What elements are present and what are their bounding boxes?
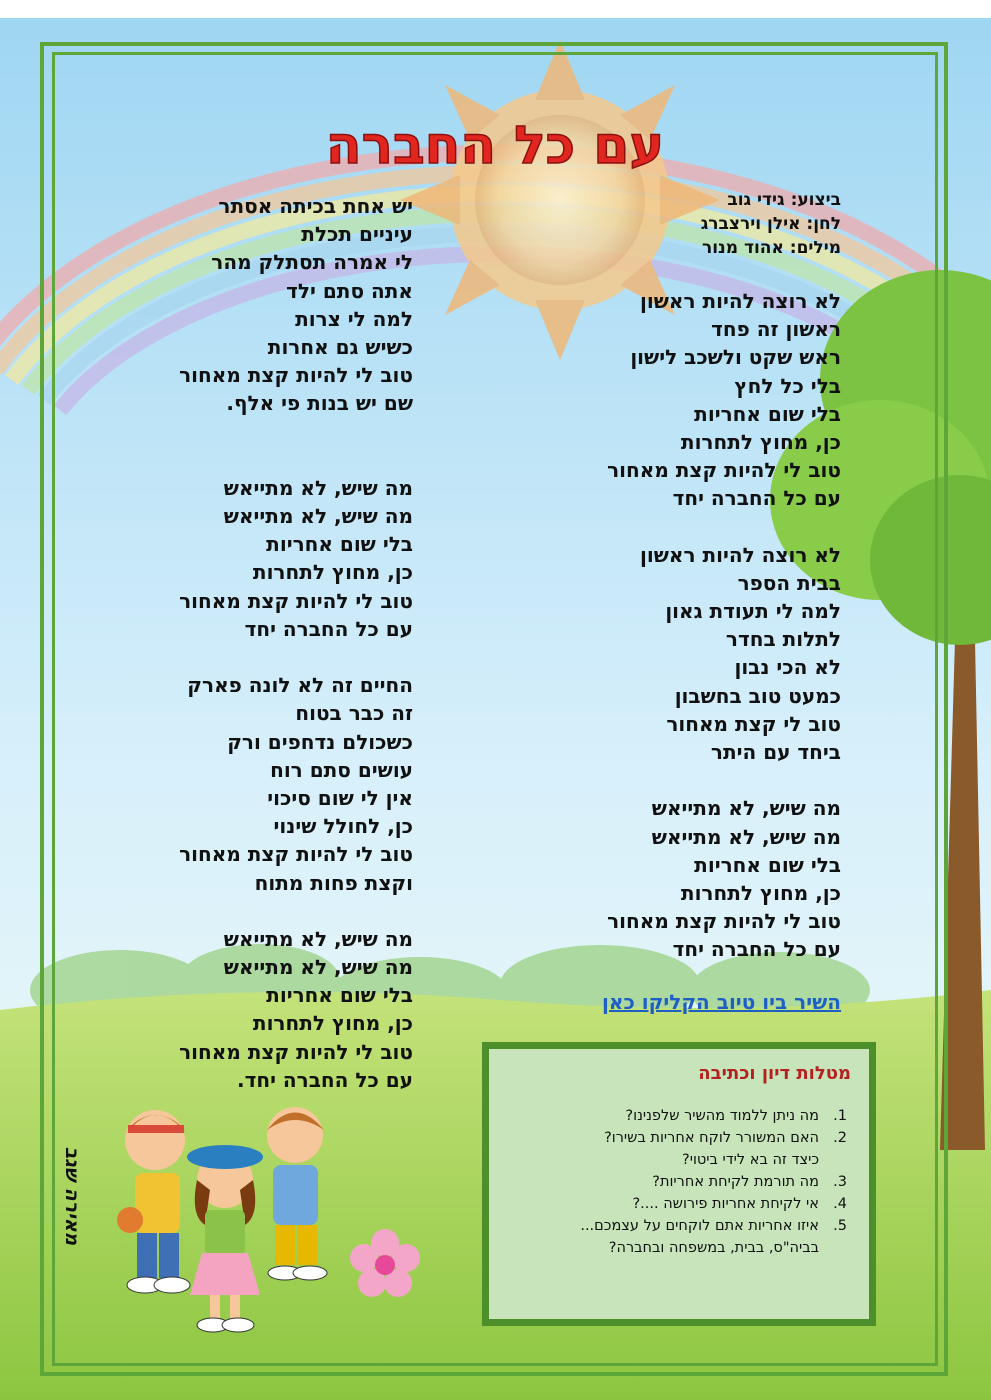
question-item-continuation: בביה"ס, בבית, במשפחה ובחברה? [608,1240,819,1256]
lyric-line: בלי כל לחץ [734,373,841,398]
lyric-line: בלי שום אחריות [266,983,413,1008]
lyric-line: טוב לי להיות קצת מאחור [179,588,413,613]
lyric-line: טוב לי להיות קצת מאחור [607,909,841,934]
lyric-line: למה לי תעודת גאון [665,599,841,624]
stanza-gap [521,513,841,541]
discussion-tasks-box [482,1042,876,1326]
question-number: 2. [833,1130,847,1146]
lyric-line: לתלות בחדר [725,627,841,652]
question-item [507,1171,847,1193]
question-item [507,1193,847,1215]
lyric-line: טוב לי להיות קצת מאחור [179,1039,413,1064]
children-illustration [110,1095,340,1340]
lyric-line: טוב לי להיות קצת מאחור [607,458,841,483]
title-text: עם כל החברה [325,116,665,176]
lyric-line: יש אחת בכיתה אסתר [218,194,413,218]
credit-lyricist: מילים: אהוד מנור [701,238,841,258]
lyric-line: החיים זה לא לונה פארק [187,673,413,698]
song-credits [541,188,841,260]
question-item-continuation: כיצד זה בא לידי ביטוי? [682,1152,819,1168]
lyric-line: כן, מחוץ לתחרות [252,560,413,585]
lyric-line: טוב לי להיות קצת מאחור [179,842,413,867]
stanza-gap [113,446,413,474]
credit-performer: ביצוע: גידי גוב [727,190,841,210]
lyric-line: שם יש בנות פי אלף. [226,391,413,416]
lyrics-right-column [521,287,841,964]
lyric-line: עיניים תכלת [301,222,413,247]
question-number: 1. [833,1108,847,1124]
lyric-line: מה שיש, לא מתייאש [223,504,413,529]
question-text: איזו אחריות אתם לוקחים על עצמכם... [580,1218,819,1234]
discussion-questions-list [507,1105,847,1259]
lyric-line: כן, מחוץ לתחרות [252,1011,413,1036]
question-item [507,1127,847,1149]
question-text: אי לקיחת אחריות פירושה ....? [632,1196,819,1212]
author-signature-text: מאירה שגב [61,1146,83,1246]
lyric-line: ראשון זה פחד [711,317,841,342]
question-item [507,1105,847,1127]
lyric-line: בלי שום אחריות [694,401,841,426]
lyric-line: בלי שום אחריות [694,852,841,877]
lyric-line: ראש שקט ולשכב לישון [630,345,841,370]
lyric-line: כן, מחוץ לתחרות [680,429,841,454]
question-number: 3. [833,1174,847,1190]
lyric-line: עם כל החברה יחד [672,486,841,511]
lyric-line: אין לי שום סיכוי [267,785,413,810]
lyric-line: עושים סתם רוח [270,757,413,782]
lyric-line: כן, לחולל שינוי [273,814,413,839]
discussion-tasks-title: מטלות דיון וכתיבה [698,1063,851,1084]
lyric-line: לא רוצה להיות ראשון [639,542,841,567]
question-item [507,1215,847,1237]
lyrics-left-column [113,192,413,1094]
lyric-line: זה כבר בטוח [295,701,413,726]
lyric-line: עם כל החברה יחד [244,616,413,641]
youtube-song-link[interactable]: השיר ביו טיוב הקליקו כאן [602,990,841,1014]
credit-composer: לחן: אילן וירצברג [700,214,841,234]
lyric-line: בבית הספר [737,570,841,595]
page-title [300,105,690,185]
lyric-line: מה שיש, לא מתייאש [651,824,841,849]
stanza-gap [113,643,413,671]
stanza-gap [113,897,413,925]
lyric-line: בלי שום אחריות [266,532,413,557]
lyric-line: מה שיש, לא מתייאש [223,926,413,951]
stanza-gap [521,766,841,794]
question-number: 4. [833,1196,847,1212]
lyric-line: מה שיש, לא מתייאש [651,796,841,821]
lyric-line: מה שיש, לא מתייאש [223,475,413,500]
lyric-line: לא רוצה להיות ראשון [639,289,841,313]
lyric-line: למה לי צרות [295,306,413,331]
lyric-line: עם כל החברה יחד [672,937,841,962]
lyric-line: כשכולם נדחפים ורק [227,729,413,754]
lyric-line: טוב לי להיות קצת מאחור [179,363,413,388]
lyric-line: מה שיש, לא מתייאש [223,955,413,980]
lyric-line: כן, מחוץ לתחרות [680,880,841,905]
question-number: 5. [833,1218,847,1234]
stanza-gap [113,418,413,446]
lyric-line: לא הכי נבון [734,655,841,680]
lyric-line: אתה סתם ילד [286,278,413,303]
question-text: מה תורמת לקיחת אחריות? [652,1174,819,1190]
lyric-line: טוב לי קצת מאחור [666,711,841,736]
lyric-line: ביחד עם היתר [710,740,841,764]
question-text: מה ניתן ללמוד מהשיר שלפנינו? [625,1108,819,1124]
lyric-line: כמעט טוב בחשבון [674,683,841,708]
lyric-line: וקצת פחות מתוח [254,870,413,895]
author-signature [52,1120,92,1280]
question-text: האם המשורר לוקח אחריות בשירו? [604,1130,819,1146]
lyric-line: כשיש גם אחרות [267,334,413,359]
lyric-line: עם כל החברה יחד. [236,1067,413,1092]
lyric-line: לי אמרה תסתלק מהר [211,250,413,275]
